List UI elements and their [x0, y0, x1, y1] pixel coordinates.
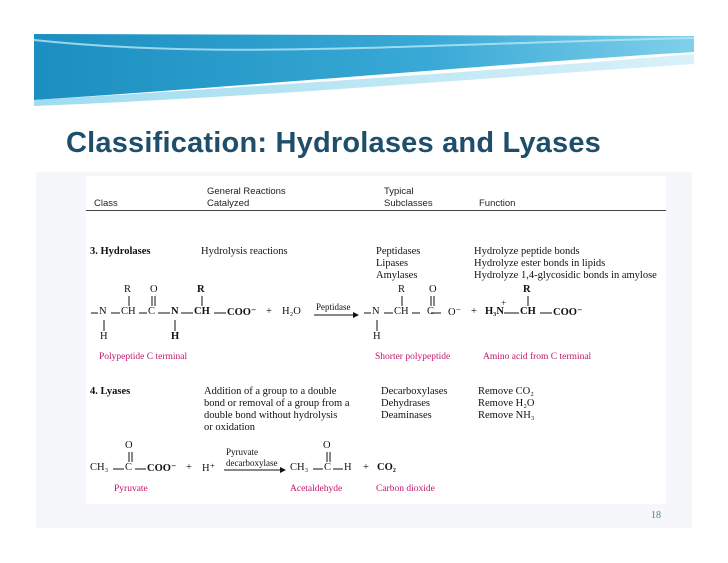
eq1-coo2: COO⁻ — [553, 307, 583, 318]
eq1-r3: R — [398, 284, 406, 295]
label-pyruvate: Pyruvate — [114, 484, 148, 494]
eq1-c2: C — [427, 306, 435, 317]
eq2-hplus: H⁺ — [202, 463, 216, 474]
eq1-h3n-charge: + — [501, 298, 507, 308]
lyases-reaction-3: double bond without hydrolysis — [204, 410, 338, 421]
eq1-r2: R — [197, 284, 205, 295]
eq1-ch2: CH — [194, 306, 210, 317]
subclass-dehydrases: Dehydrases — [381, 398, 430, 409]
function-remove-co2: Remove CO₂ — [478, 386, 534, 397]
eq1-h-bold: H — [171, 331, 180, 342]
hydrolases-reaction: Hydrolysis reactions — [201, 246, 288, 257]
eq2-ch3-1: CH₃ — [90, 462, 109, 473]
eq2-plus1: + — [186, 462, 192, 473]
eq2-plus2: + — [363, 462, 369, 473]
label-amino-acid: Amino acid from C terminal — [483, 352, 592, 362]
label-acetaldehyde: Acetaldehyde — [290, 484, 343, 494]
eq2-h: H — [344, 462, 352, 473]
header-function: Function — [479, 198, 516, 209]
eq1-n2: N — [171, 306, 179, 317]
eq1-n1: N — [99, 306, 107, 317]
lyases-class: 4. Lyases — [90, 386, 131, 397]
eq2-co2: CO₂ — [377, 462, 396, 473]
eq2-enzyme-1: Pyruvate — [226, 447, 258, 457]
header-class: Class — [94, 198, 118, 209]
eq1-n3: N — [372, 306, 380, 317]
header-subclasses-1: Typical — [384, 186, 414, 197]
eq1-ch3: CH — [394, 306, 409, 317]
slide-title: Classification: Hydrolases and Lyases — [66, 127, 601, 159]
function-peptide: Hydrolyze peptide bonds — [474, 246, 580, 257]
function-remove-nh3: Remove NH₃ — [478, 410, 535, 421]
page-number: 18 — [651, 510, 661, 521]
eq1-o2: O — [429, 284, 437, 295]
eq1-water: H₂O — [282, 306, 301, 317]
eq2-c2: C — [324, 462, 332, 473]
eq2-enzyme-2: decarboxylase — [226, 458, 278, 468]
eq1-h3n: H₃N — [485, 306, 504, 317]
hydrolases-class: 3. Hydrolases — [90, 246, 151, 257]
eq1-coo1: COO⁻ — [227, 307, 257, 318]
label-carbon-dioxide: Carbon dioxide — [376, 484, 435, 494]
subclass-deaminases: Deaminases — [381, 410, 432, 421]
subclass-lipases: Lipases — [376, 258, 409, 269]
function-remove-h2o: Remove H₂O — [478, 398, 535, 409]
subclass-decarboxylases: Decarboxylases — [381, 386, 448, 397]
function-glycosidic: Hydrolyze 1,4-glycosidic bonds in amylose — [474, 270, 657, 281]
lyases-reaction-1: Addition of a group to a double — [204, 386, 337, 397]
eq1-o1: O — [150, 284, 158, 295]
subclass-peptidases: Peptidases — [376, 246, 421, 257]
eq2-ch3-2: CH₃ — [290, 462, 309, 473]
function-ester: Hydrolyze ester bonds in lipids — [474, 258, 606, 269]
lyases-reaction-4: or oxidation — [204, 422, 256, 433]
header-subclasses-2: Subclasses — [384, 198, 433, 209]
subclass-amylases: Amylases — [376, 270, 418, 281]
eq1-plus1: + — [266, 306, 272, 317]
header-reactions-1: General Reactions — [207, 186, 286, 197]
eq1-ch1: CH — [121, 306, 136, 317]
eq1-c1: C — [148, 306, 156, 317]
eq2-c1: C — [125, 462, 133, 473]
label-shorter-polypeptide: Shorter polypeptide — [375, 352, 451, 362]
eq1-h-left: H — [100, 331, 108, 342]
eq1-r1: R — [124, 284, 132, 295]
eq1-plus2: + — [471, 306, 477, 317]
eq1-enzyme: Peptidase — [316, 302, 351, 312]
header-reactions-2: Catalyzed — [207, 198, 250, 209]
eq1-ch4: CH — [520, 306, 536, 317]
eq1-h3: H — [373, 331, 381, 342]
eq2-o2: O — [323, 440, 331, 451]
eq2-o1: O — [125, 440, 133, 451]
eq2-coo: COO⁻ — [147, 463, 177, 474]
eq1-r4: R — [523, 284, 531, 295]
eq1-o-minus: O⁻ — [448, 307, 462, 318]
label-polypeptide: Polypeptide C terminal — [99, 352, 188, 362]
lyases-reaction-2: bond or removal of a group from a — [204, 398, 350, 409]
